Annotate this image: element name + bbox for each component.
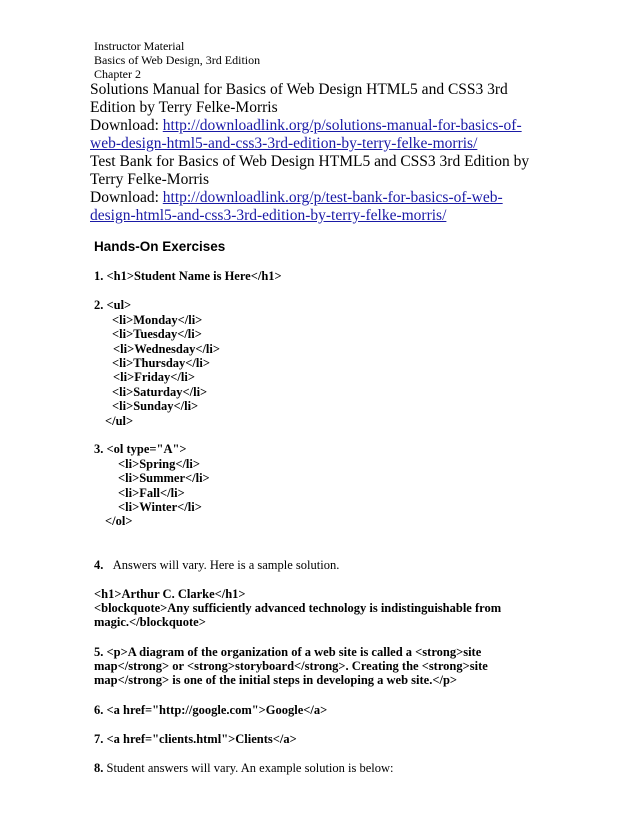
solutions-manual-download-cont bbox=[90, 136, 477, 152]
test-bank-download-cont bbox=[90, 208, 446, 224]
exercise-8-number: 8. bbox=[94, 761, 104, 775]
solutions-manual-title-2: Edition by Terry Felke-Morris bbox=[90, 99, 278, 116]
exercise-5-line: map</strong> or <strong>storyboard</strong>. Creating the <strong>site bbox=[94, 659, 488, 673]
test-bank-title-2: Terry Felke-Morris bbox=[90, 171, 210, 188]
exercise-2-ul-open: 2. <ul> bbox=[94, 298, 132, 312]
exercise-2-item: <li>Saturday</li> bbox=[112, 385, 208, 399]
header-line-chapter: Chapter 2 bbox=[94, 67, 141, 81]
solutions-manual-title-1: Solutions Manual for Basics of Web Design HTML5 and CSS3 3rd bbox=[90, 81, 508, 98]
test-bank-link-cont[interactable]: design-html5-and-css3-3rd-edition-by-terry-felke-morris/ bbox=[90, 207, 447, 224]
exercise-3-ol-open: 3. <ol type="A"> bbox=[94, 442, 187, 456]
exercise-4-number: 4. bbox=[94, 558, 104, 572]
exercise-2-item: <li>Friday</li> bbox=[113, 370, 195, 384]
exercise-4 bbox=[94, 559, 339, 572]
exercise-8-text: Student answers will vary. An example solution is below: bbox=[103, 761, 394, 775]
exercise-2-ul-close: </ul> bbox=[105, 414, 134, 428]
exercise-3-item: <li>Summer</li> bbox=[118, 471, 210, 485]
exercise-1: 1. <h1>Student Name is Here</h1> bbox=[94, 269, 282, 283]
exercise-2-item: <li>Sunday</li> bbox=[112, 399, 199, 413]
exercise-3-item: <li>Fall</li> bbox=[118, 486, 185, 500]
exercise-5-line: map</strong> is one of the initial steps in developing a web site.</p> bbox=[94, 673, 458, 687]
exercise-4-text: Answers will vary. Here is a sample solution. bbox=[112, 558, 340, 572]
solutions-manual-link[interactable]: http://downloadlink.org/p/solutions-manual-for-basics-of- bbox=[162, 117, 522, 134]
test-bank-link[interactable]: http://downloadlink.org/p/test-bank-for-basics-of-web- bbox=[162, 189, 503, 206]
exercise-6: 6. <a href="http://google.com">Google</a> bbox=[94, 703, 328, 717]
exercise-3-item: <li>Spring</li> bbox=[118, 457, 200, 471]
exercise-5-line: 5. <p>A diagram of the organization of a web site is called a <strong>site bbox=[94, 645, 482, 659]
exercise-2-item: <li>Monday</li> bbox=[112, 313, 203, 327]
test-bank-download bbox=[90, 190, 503, 206]
exercise-8 bbox=[94, 762, 394, 775]
solutions-manual-link-cont[interactable]: web-design-html5-and-css3-3rd-edition-by-terry-felke-morris/ bbox=[90, 135, 478, 152]
test-bank-title-1: Test Bank for Basics of Web Design HTML5 and CSS3 3rd Edition by bbox=[90, 153, 530, 170]
exercise-3-ol-close: </ol> bbox=[105, 514, 133, 528]
exercise-4-code-line: magic.</blockquote> bbox=[94, 615, 206, 629]
header-line-instructor: Instructor Material bbox=[94, 39, 185, 53]
exercise-4-code-line: <h1>Arthur C. Clarke</h1> bbox=[94, 587, 246, 601]
exercise-3-item: <li>Winter</li> bbox=[118, 500, 202, 514]
exercise-2-item: <li>Wednesday</li> bbox=[113, 342, 220, 356]
exercise-7: 7. <a href="clients.html">Clients</a> bbox=[94, 732, 297, 746]
section-heading: Hands-On Exercises bbox=[94, 239, 226, 254]
solutions-manual-download bbox=[90, 118, 522, 134]
exercise-2-item: <li>Thursday</li> bbox=[112, 356, 210, 370]
exercise-4-code-line: <blockquote>Any sufficiently advanced technology is indistinguishable from bbox=[94, 601, 502, 615]
header-line-book: Basics of Web Design, 3rd Edition bbox=[94, 53, 261, 67]
download-label: Download: bbox=[90, 117, 163, 134]
download-label: Download: bbox=[90, 189, 163, 206]
exercise-2-item: <li>Tuesday</li> bbox=[112, 327, 202, 341]
